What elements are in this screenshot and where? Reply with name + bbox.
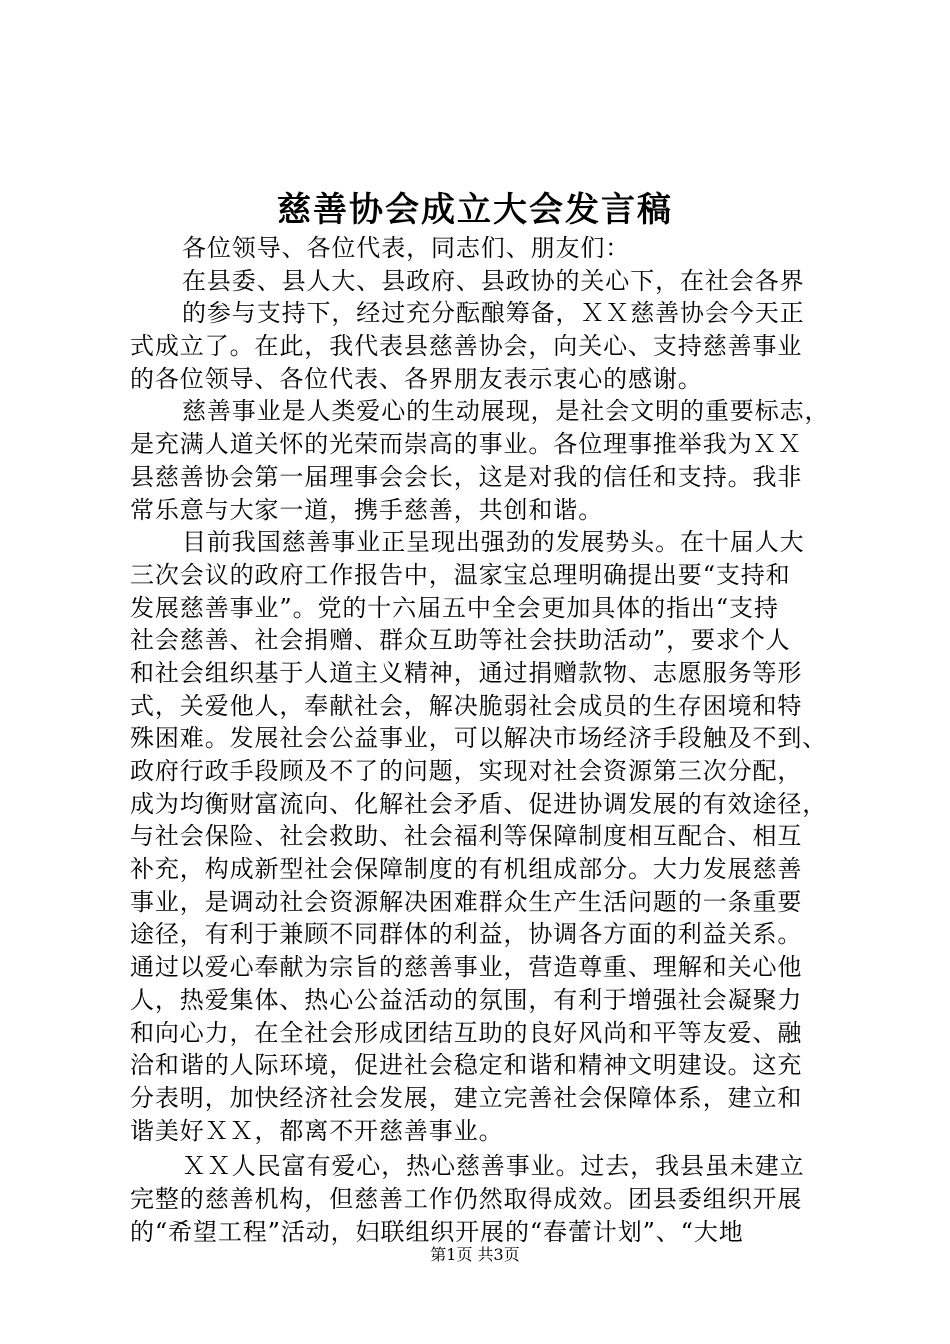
paragraph-3-line: 政府行政手段顾及不了的问题，实现对社会资源第三次分配， (130, 757, 803, 785)
paragraph-3-line: 和社会组织基于人道主义精神，通过捐赠款物、志愿服务等形 (130, 658, 803, 687)
paragraph-3-line: 殊困难。发展社会公益事业，可以解决市场经济手段触及不到、 (130, 724, 828, 753)
paragraph-4-line: 的“希望工程”活动，妇联组织开展的“春蕾计划”、“大地 (130, 1217, 744, 1246)
paragraph-3-line: 补充，构成新型社会保障制度的有机组成部分。大力发展慈善 (130, 855, 803, 884)
paragraph-1-line: 在县委、县人大、县政府、县政协的关心下，在社会各界 (182, 266, 805, 295)
paragraph-3-line: 途径，有利于兼顾不同群体的利益，协调各方面的利益关系。 (130, 920, 803, 949)
paragraph-2-line: 慈善事业是人类爱心的生动展现，是社会文明的重要标志， (182, 397, 830, 426)
paragraph-3-line: 与社会保险、社会救助、社会福利等保障制度相互配合、相互 (130, 822, 803, 851)
paragraph-3-line: 分表明，加快经济社会发展，建立完善社会保障体系，建立和 (130, 1083, 803, 1112)
document-body (130, 232, 830, 1248)
paragraph-3-line: 和向心力，在全社会形成团结互助的良好风尚和平等友爱、融 (130, 1018, 803, 1047)
paragraph-3-line: 洽和谐的人际环境，促进社会稳定和谐和精神文明建设。这充 (130, 1051, 803, 1080)
page-footer: 第1页 共3页 (430, 1245, 520, 1264)
paragraph-1-line: 的各位领导、各位代表、各界朋友表示衷心的感谢。 (130, 364, 703, 393)
paragraph-2-line: 常乐意与大家一道，携手慈善，共创和谐。 (130, 495, 604, 524)
paragraph-2-line: 县慈善协会第一届理事会会长，这是对我的信任和支持。我非 (130, 462, 803, 491)
paragraph-3-line: 通过以爱心奉献为宗旨的慈善事业，营造尊重、理解和关心他 (130, 953, 803, 982)
paragraph-3-line: 人，热爱集体、热心公益活动的氛围，有利于增强社会凝聚力 (130, 985, 803, 1014)
paragraph-1-line: 的参与支持下，经过充分酝酿筹备，ＸＸ慈善协会今天正 (182, 299, 805, 328)
paragraph-3-line: 发展慈善事业”。党的十六届五中全会更加具体的指出“支持 (130, 593, 779, 622)
paragraph-3-line: 谐美好ＸＸ，都离不开慈善事业。 (130, 1116, 504, 1145)
paragraph-4-line: ＸＸ人民富有爱心，热心慈善事业。过去，我县虽未建立 (182, 1152, 805, 1181)
paragraph-3-line: 目前我国慈善事业正呈现出强劲的发展势头。在十届人大 (182, 528, 805, 557)
paragraph-2-line: 是充满人道关怀的光荣而崇高的事业。各位理事推举我为ＸＸ (130, 430, 803, 459)
paragraph-1-line: 式成立了。在此，我代表县慈善协会，向关心、支持慈善事业 (130, 332, 803, 361)
paragraph-4-line: 完整的慈善机构，但慈善工作仍然取得成效。团县委组织开展 (130, 1184, 803, 1213)
paragraph-3-line: 事业，是调动社会资源解决困难群众生产生活问题的一条重要 (130, 887, 803, 916)
paragraph-3-line: 三次会议的政府工作报告中，温家宝总理明确提出要“支持和 (130, 560, 791, 589)
salutation-line: 各位领导、各位代表，同志们、朋友们： (182, 234, 631, 262)
paragraph-3-line: 社会慈善、社会捐赠、群众互助等社会扶助活动”，要求个人 (130, 626, 791, 655)
document-title: 慈善协会成立大会发言稿 (277, 190, 673, 230)
paragraph-3-line: 成为均衡财富流向、化解社会矛盾、促进协调发展的有效途径， (130, 789, 828, 818)
paragraph-3-line: 式，关爱他人，奉献社会，解决脆弱社会成员的生存困境和特 (130, 691, 803, 720)
